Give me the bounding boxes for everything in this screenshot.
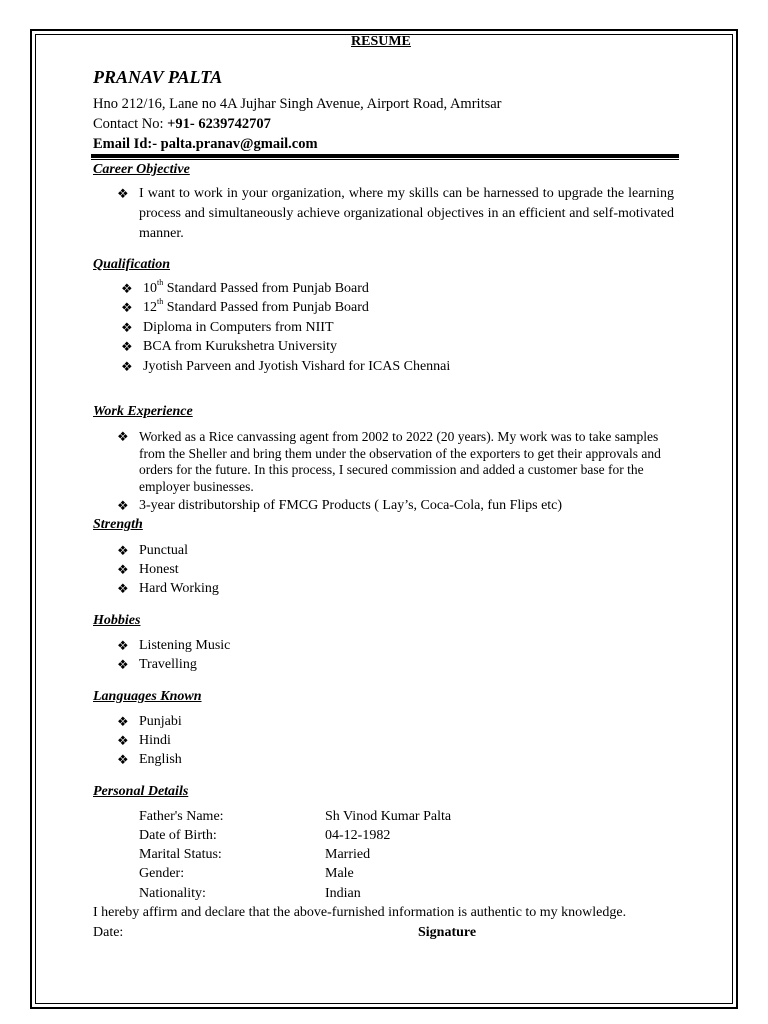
contact-line: [93, 116, 271, 132]
email-line: Email Id:- palta.pranav@gmail.com: [93, 136, 318, 152]
qualification-item: BCA from Kurukshetra University: [143, 339, 338, 354]
qualification-item: [143, 278, 369, 297]
personal-value: Male: [325, 866, 354, 881]
hobbies-heading: Hobbies: [93, 613, 141, 628]
qualification-sup: th: [157, 297, 164, 307]
language-item: English: [139, 752, 182, 767]
personal-label: Father's Name:: [139, 809, 224, 824]
language-item: Punjabi: [139, 714, 182, 729]
bullet-icon: ❖: [121, 300, 133, 315]
signature-label: Signature: [418, 925, 477, 940]
bullet-icon: ❖: [117, 714, 129, 729]
language-item: Hindi: [139, 733, 171, 748]
strength-heading: Strength: [93, 517, 143, 532]
career-objective-heading: Career Objective: [93, 162, 190, 177]
date-label: Date:: [93, 925, 124, 940]
personal-label: Date of Birth:: [139, 828, 217, 843]
bullet-icon: ❖: [121, 281, 133, 296]
contact-value: +91- 6239742707: [167, 116, 271, 132]
bullet-icon: ❖: [117, 562, 129, 577]
qualification-rest: Standard Passed from Punjab Board: [163, 281, 369, 296]
qualification-item: Jyotish Parveen and Jyotish Vishard for ICAS Chennai: [143, 359, 451, 374]
qualification-item: [143, 297, 369, 316]
bullet-icon: ❖: [117, 752, 129, 767]
bullet-icon: ❖: [117, 543, 129, 558]
personal-value: Married: [325, 847, 371, 862]
qualification-num: 12: [143, 300, 157, 315]
personal-value: Indian: [325, 886, 361, 901]
bullet-icon: ❖: [117, 186, 129, 201]
bullet-icon: ❖: [117, 581, 129, 596]
qualification-sup: th: [157, 278, 164, 288]
candidate-name: PRANAV PALTA: [93, 67, 223, 87]
bullet-icon: ❖: [117, 657, 129, 672]
header-rule-thin: [91, 159, 679, 160]
personal-details-heading: Personal Details: [93, 784, 189, 799]
bullet-icon: ❖: [121, 339, 133, 354]
strength-item: Punctual: [139, 543, 188, 558]
bullet-icon: ❖: [117, 498, 129, 513]
career-objective-text: I want to work in your organization, where my skills can be harnessed to upgrade the learning process and simultaneously achieve organizational objectives in an efficient and self-motivated manner.: [139, 186, 674, 241]
declaration-text: I hereby affirm and declare that the above-furnished information is authentic to my knowledge.: [93, 905, 627, 920]
qualification-num: 10: [143, 281, 157, 296]
bullet-icon: ❖: [121, 359, 133, 374]
personal-label: Gender:: [139, 866, 185, 881]
personal-value: 04-12-1982: [325, 828, 391, 843]
qualification-heading: Qualification: [93, 257, 171, 272]
work-experience-item: 3-year distributorship of FMCG Products ( Lay’s, Coca-Cola, fun Flips etc): [139, 498, 563, 513]
resume-title: RESUME: [351, 34, 411, 49]
languages-heading: Languages Known: [93, 689, 202, 704]
header-rule-thick: [91, 154, 679, 158]
personal-value: Sh Vinod Kumar Palta: [325, 809, 452, 824]
work-experience-heading: Work Experience: [93, 404, 193, 419]
personal-label: Marital Status:: [139, 847, 222, 862]
qualification-item: Diploma in Computers from NIIT: [143, 320, 334, 335]
personal-label: Nationality:: [139, 886, 206, 901]
contact-label: Contact No:: [93, 116, 168, 132]
strength-item: Hard Working: [139, 581, 219, 596]
qualification-rest: Standard Passed from Punjab Board: [163, 300, 369, 315]
bullet-icon: ❖: [117, 429, 129, 444]
work-experience-item: Worked as a Rice canvassing agent from 2002 to 2022 (20 years). My work was to take samples from the Sheller and bring them under the observation of the exporters to get their approvals and orders for the future. In this process, I secured commission and added a customer base for the employer businesses.: [139, 429, 661, 494]
bullet-icon: ❖: [121, 320, 133, 335]
address: Hno 212/16, Lane no 4A Jujhar Singh Avenue, Airport Road, Amritsar: [93, 96, 502, 112]
hobby-item: Travelling: [139, 657, 197, 672]
hobby-item: Listening Music: [139, 638, 231, 653]
strength-item: Honest: [139, 562, 179, 577]
bullet-icon: ❖: [117, 638, 129, 653]
bullet-icon: ❖: [117, 733, 129, 748]
